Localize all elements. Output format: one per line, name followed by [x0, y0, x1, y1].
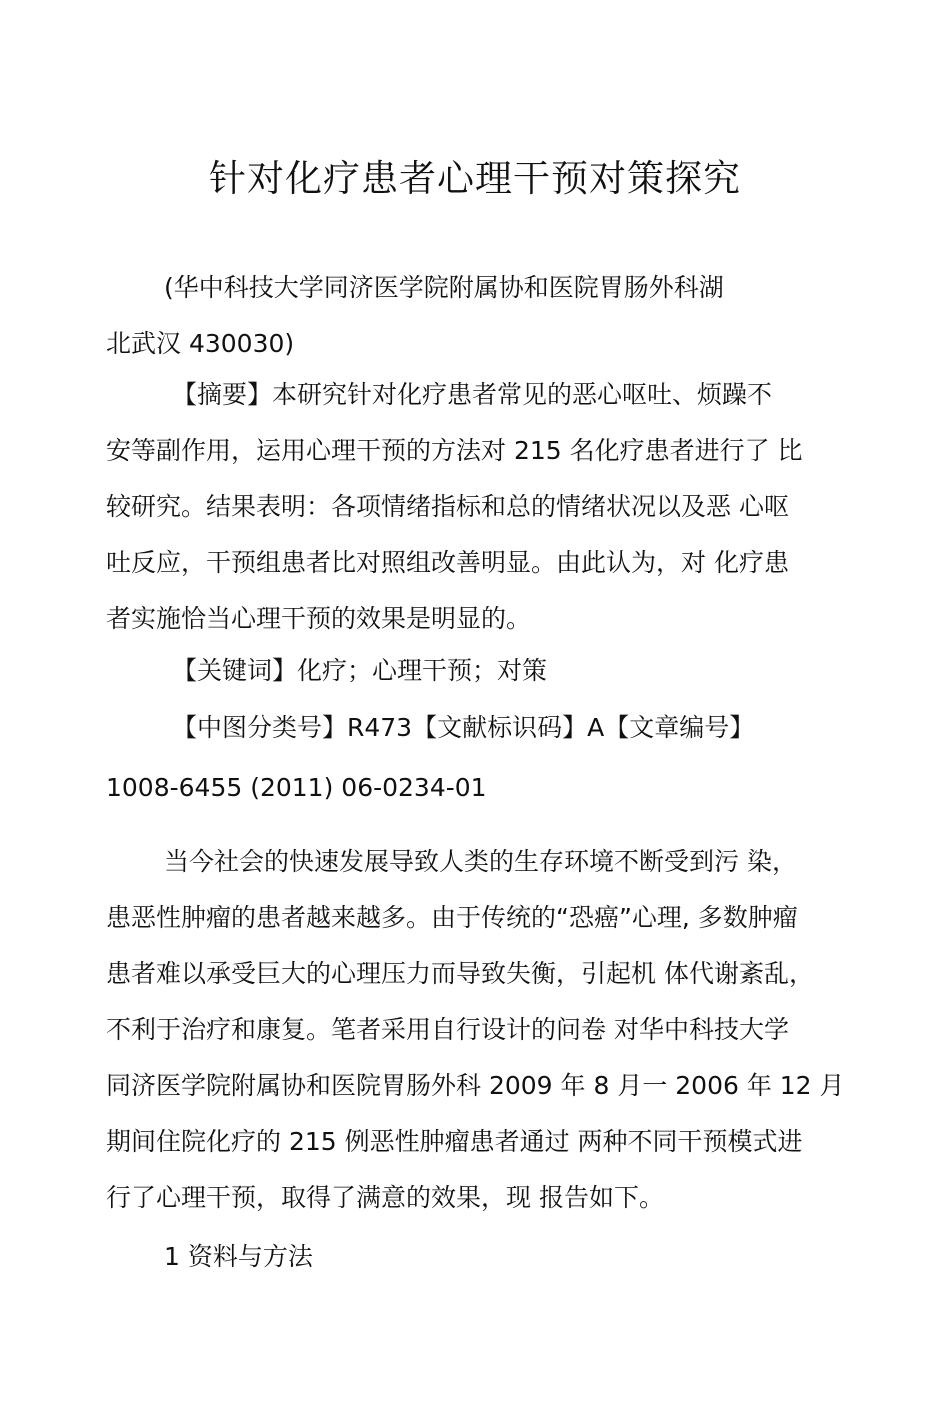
intro-line: 当今社会的快速发展导致人类的生存环境不断受到污 染， — [164, 847, 797, 876]
section-heading — [106, 1229, 846, 1285]
intro-line: 期间住院化疗的 215 例恶性肿瘤患者通过 两种不同干预模式进 — [106, 1127, 803, 1156]
keywords-line: 【关键词】化疗；心理干预；对策 — [172, 656, 548, 685]
intro-line: 不利于治疗和康复。笔者采用自行设计的问卷 对华中科技大学 — [106, 1015, 789, 1044]
keywords — [106, 643, 846, 699]
intro-line: 行了心理干预，取得了满意的效果，现 报告如下。 — [106, 1183, 664, 1212]
abstract — [106, 367, 846, 647]
abstract-line: 【摘要】本研究针对化疗患者常见的恶心呕吐、烦躁不 — [172, 380, 773, 409]
classification-line: 【中图分类号】R473【文献标识码】A【文章编号】 — [172, 713, 755, 742]
abstract-line: 安等副作用，运用心理干预的方法对 215 名化疗患者进行了 比 — [106, 436, 803, 465]
intro-line: 患者难以承受巨大的心理压力而导致失衡，引起机 体代谢紊乱， — [106, 959, 814, 988]
intro-line: 同济医学院附属协和医院胃肠外科 2009 年 8 月一 2006 年 12 月 — [106, 1071, 845, 1100]
abstract-line: 较研究。结果表明：各项情绪指标和总的情绪状况以及恶 心呕 — [106, 492, 789, 521]
intro-line: 患恶性肿瘤的患者越来越多。由于传统的“恐癌”心理, 多数肿瘤 — [106, 903, 798, 932]
classification — [106, 700, 846, 816]
affiliation-line: (华中科技大学同济医学院附属协和医院胃肠外科湖 — [164, 273, 724, 302]
classification-line: 1008-6455 (2011) 06-0234-01 — [106, 773, 487, 802]
section-heading-text: 1 资料与方法 — [164, 1242, 313, 1271]
abstract-line: 者实施恰当心理干预的效果是明显的。 — [106, 604, 532, 633]
affiliation-line: 北武汉 430030) — [106, 329, 295, 358]
intro-paragraph — [106, 834, 846, 1226]
affiliation — [106, 260, 846, 372]
document-title: 针对化疗患者心理干预对策探究 — [209, 157, 741, 200]
abstract-line: 吐反应，干预组患者比对照组改善明显。由此认为，对 化疗患 — [106, 548, 789, 577]
